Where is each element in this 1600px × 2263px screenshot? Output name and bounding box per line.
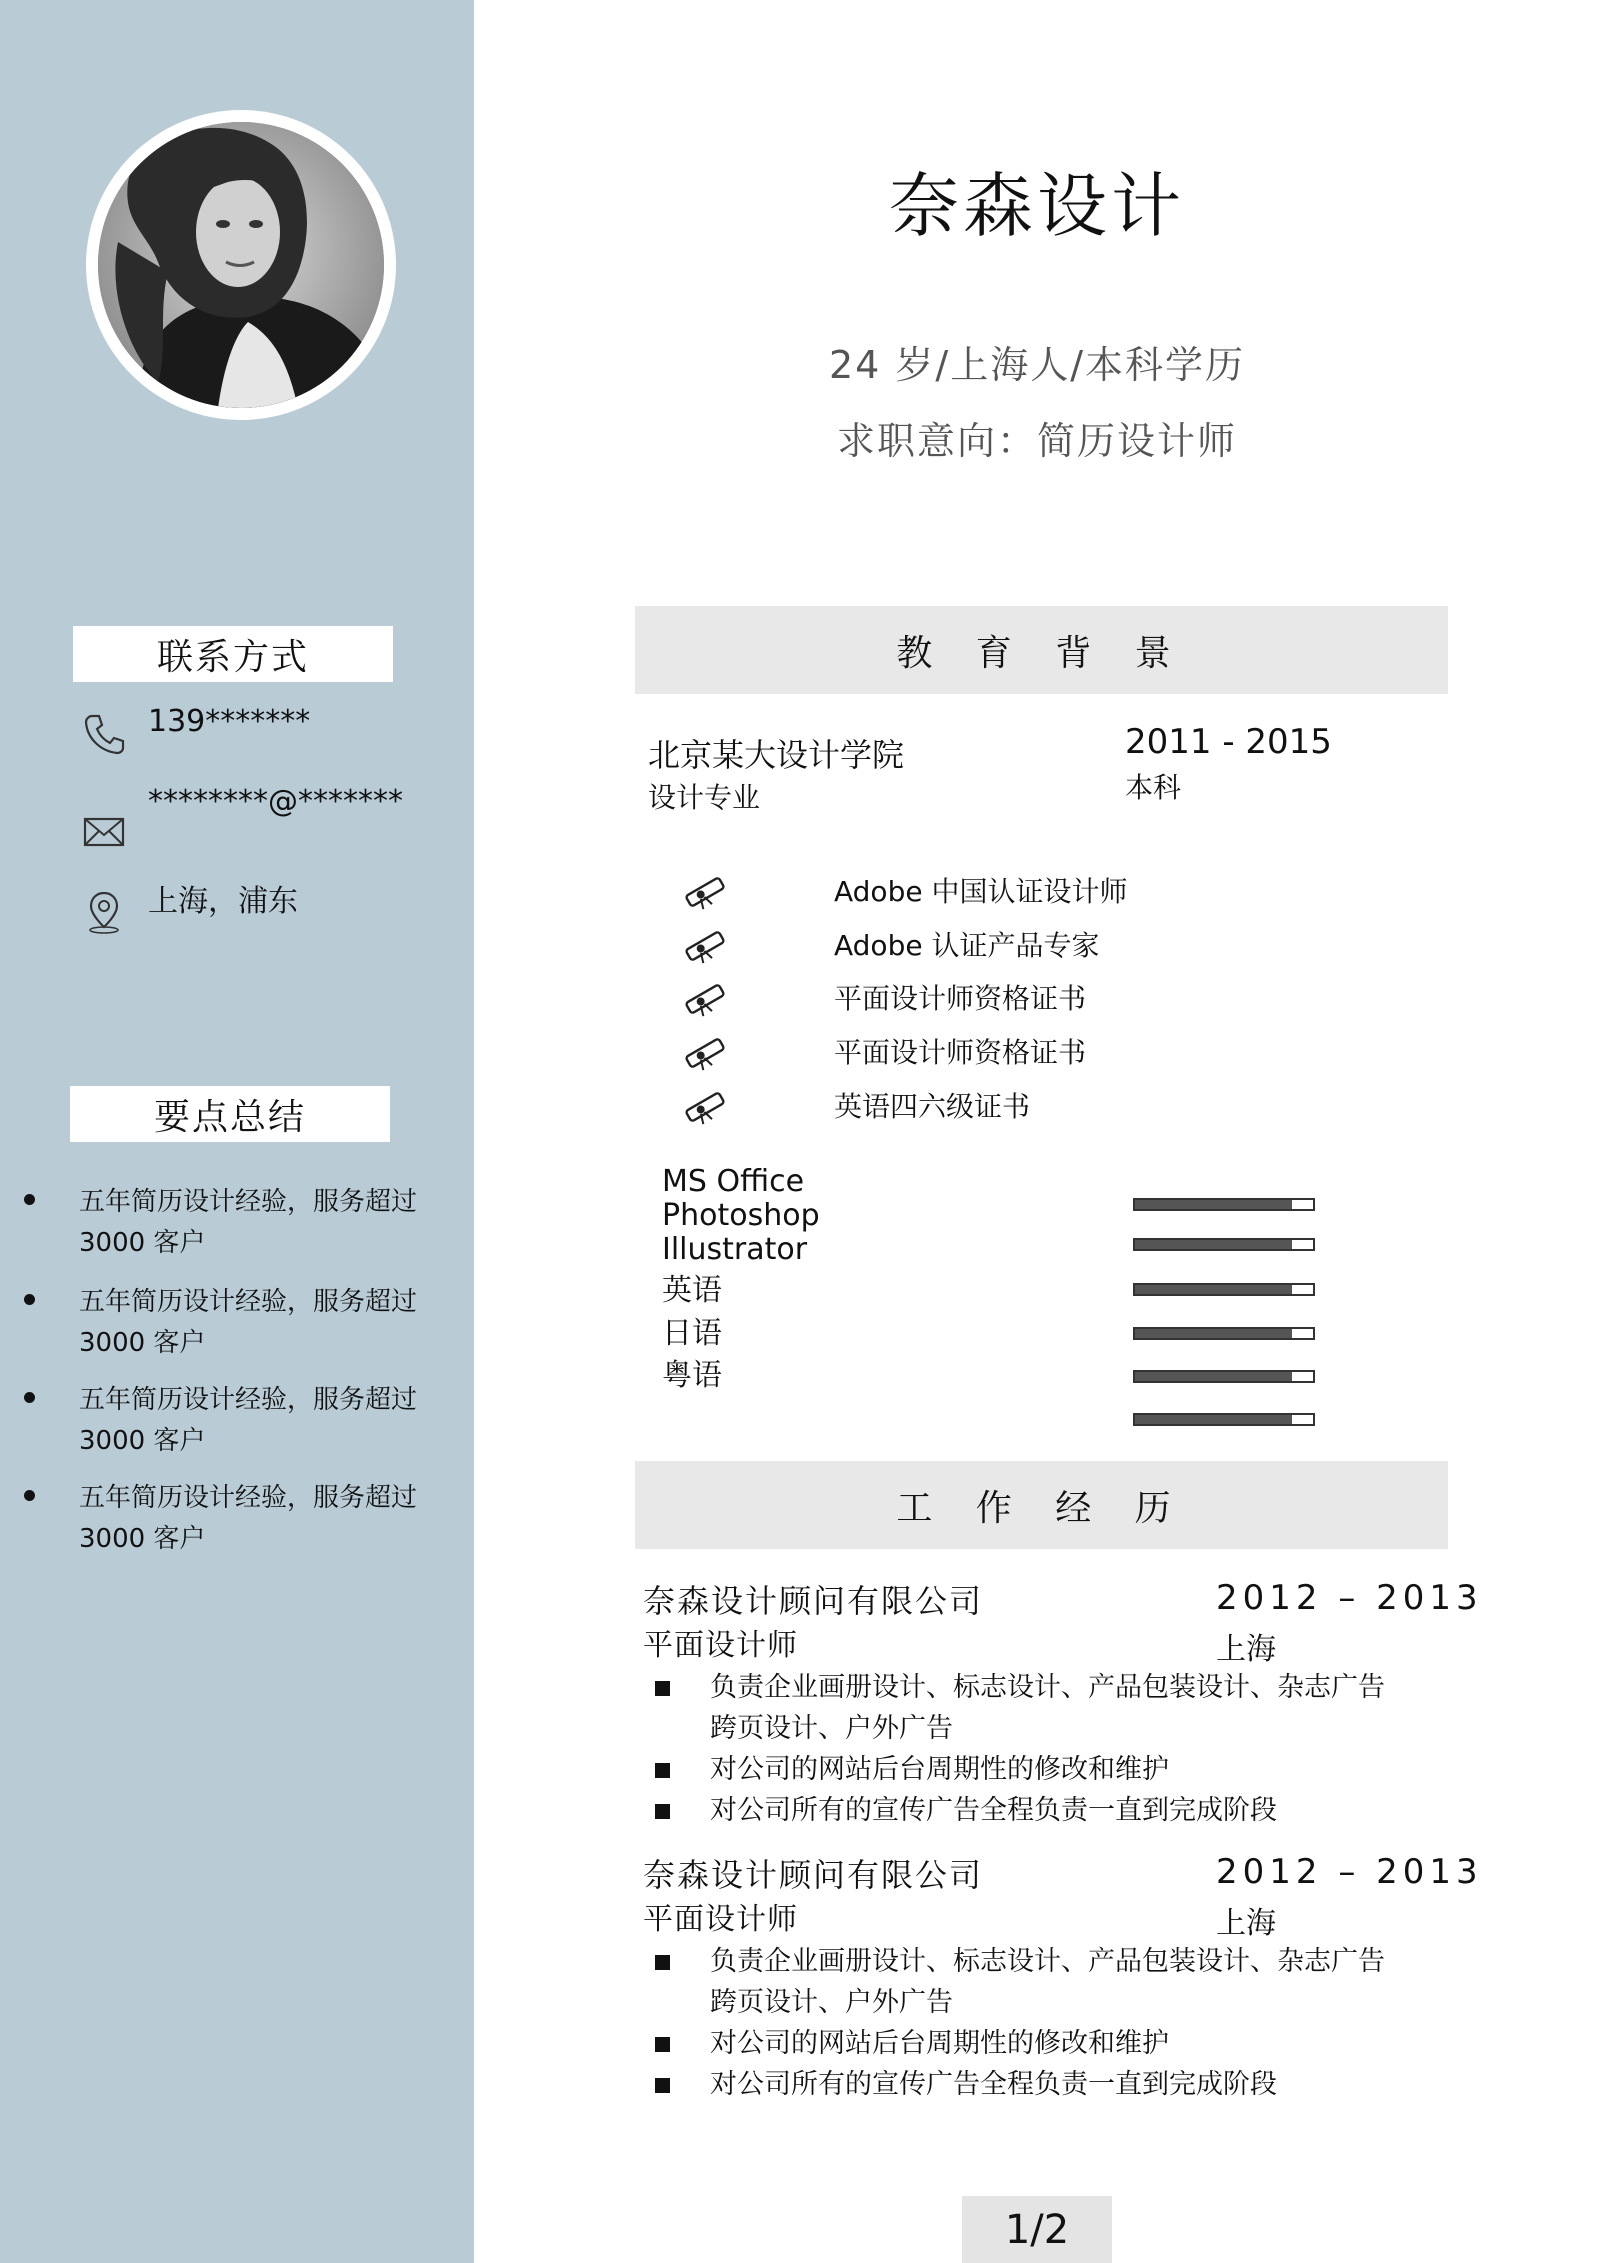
skill-name: 粤语 [662, 1358, 722, 1393]
certificate-icon [680, 1087, 730, 1127]
phone-number: 139******* [148, 704, 311, 739]
certificate-icon [680, 872, 730, 912]
summary-title: 要点总结 [70, 1086, 390, 1142]
bullet-dot [24, 1294, 35, 1305]
portrait-image [98, 122, 384, 408]
bullet-square [655, 2078, 670, 2093]
duty-item: 对公司所有的宣传广告全程负责一直到完成阶段 [655, 2064, 1415, 2105]
job-city: 上海 [1216, 1632, 1276, 1667]
skill-bar [1133, 1370, 1315, 1383]
certificate-icon [680, 926, 730, 966]
certificate-item: 平面设计师资格证书 [680, 973, 1380, 1027]
bullet-square [655, 1681, 670, 1696]
email-address: ********@******* [148, 784, 403, 819]
summary-item: 五年简历设计经验，服务超过 3000 客户 [24, 1282, 444, 1364]
skill-bar-fill [1135, 1415, 1292, 1424]
contact-phone [82, 702, 422, 762]
work-header: 工 作 经 历 [635, 1461, 1448, 1549]
job-years: 2012 – 2013 [1216, 1852, 1483, 1892]
contact-location [82, 882, 422, 942]
degree: 本科 [1125, 771, 1182, 804]
location-text: 上海，浦东 [148, 884, 298, 919]
certificate-item: Adobe 认证产品专家 [680, 920, 1380, 974]
company-name: 奈森设计顾问有限公司 [643, 1582, 984, 1620]
job-role: 平面设计师 [643, 1628, 798, 1663]
skill-bar-fill [1135, 1240, 1292, 1249]
bullet-square [655, 1804, 670, 1819]
bullet-square [655, 1763, 670, 1778]
certificate-item: 英语四六级证书 [680, 1081, 1380, 1135]
job-city: 上海 [1216, 1906, 1276, 1941]
duty-item: 对公司的网站后台周期性的修改和维护 [655, 2023, 1415, 2064]
education-header: 教 育 背 景 [635, 606, 1448, 694]
skill-bar-fill [1135, 1372, 1292, 1381]
skill-bar [1133, 1283, 1315, 1296]
bullet-dot [24, 1490, 35, 1501]
contact-title: 联系方式 [73, 626, 393, 682]
bullet-square [655, 2037, 670, 2052]
profile-photo [86, 110, 396, 420]
page-title: 奈森设计 [889, 165, 1185, 247]
major: 设计专业 [648, 781, 761, 814]
certificate-item: Adobe 中国认证设计师 [680, 866, 1380, 920]
skill-bar-fill [1135, 1285, 1292, 1294]
duty-item: 对公司所有的宣传广告全程负责一直到完成阶段 [655, 1790, 1415, 1831]
skill-name: Illustrator [662, 1232, 808, 1267]
certificate-icon [680, 1033, 730, 1073]
bullet-square [655, 1955, 670, 1970]
school-name: 北京某大设计学院 [648, 736, 905, 774]
mail-icon [82, 810, 126, 854]
company-name: 奈森设计顾问有限公司 [643, 1856, 984, 1894]
duty-item: 对公司的网站后台周期性的修改和维护 [655, 1749, 1415, 1790]
skill-bar [1133, 1327, 1315, 1340]
bullet-dot [24, 1194, 35, 1205]
duty-item: 负责企业画册设计、标志设计、产品包装设计、杂志广告跨页设计、户外广告 [655, 1941, 1415, 2023]
education-years: 2011 - 2015 [1125, 722, 1332, 762]
bullet-dot [24, 1392, 35, 1403]
skill-name: 日语 [662, 1316, 722, 1351]
page-number: 1/2 [962, 2196, 1112, 2263]
skill-bar-fill [1135, 1329, 1292, 1338]
location-pin-icon [82, 890, 126, 934]
skill-name: Photoshop [662, 1198, 820, 1233]
summary-item: 五年简历设计经验，服务超过 3000 客户 [24, 1478, 444, 1560]
skill-name: MS Office [662, 1164, 805, 1199]
job-years: 2012 – 2013 [1216, 1578, 1483, 1618]
summary-item: 五年简历设计经验，服务超过 3000 客户 [24, 1380, 444, 1462]
skill-bar [1133, 1198, 1315, 1211]
certificate-item: 平面设计师资格证书 [680, 1027, 1380, 1081]
skill-bar-fill [1135, 1200, 1292, 1209]
skill-bar [1133, 1413, 1315, 1426]
skill-bar [1133, 1238, 1315, 1251]
contact-email [82, 782, 422, 862]
summary-item: 五年简历设计经验，服务超过 3000 客户 [24, 1182, 444, 1264]
job-role: 平面设计师 [643, 1902, 798, 1937]
job-objective: 求职意向：简历设计师 [836, 419, 1237, 463]
personal-info: 24 岁/上海人/本科学历 [828, 343, 1246, 387]
certificate-icon [680, 979, 730, 1019]
phone-icon [82, 712, 126, 756]
duty-item: 负责企业画册设计、标志设计、产品包装设计、杂志广告跨页设计、户外广告 [655, 1667, 1415, 1749]
skill-name: 英语 [662, 1273, 722, 1308]
